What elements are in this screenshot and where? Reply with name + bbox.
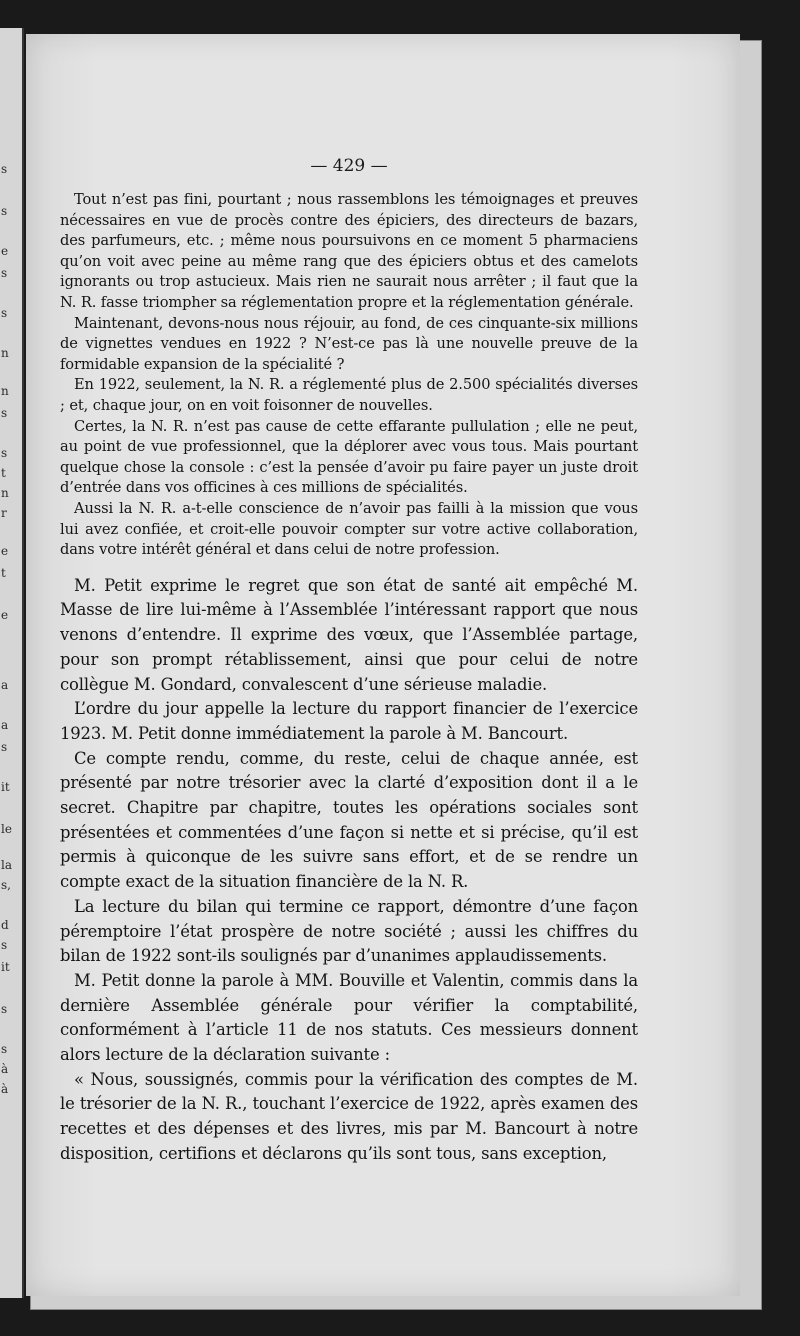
facing-page-edge: [0, 28, 24, 1298]
paragraph: La lecture du bilan qui termine ce rapport, démontre d’une façon péremptoire l’état prospère de notre société ; aussi les chiffres du bilan de 1922 sont-ils soulignés par d’unanimes applaudissements.: [60, 896, 638, 966]
margin-fragment: n: [1, 346, 9, 360]
margin-fragment: n: [1, 384, 9, 398]
margin-fragment: s: [1, 266, 8, 280]
margin-fragment: s: [1, 1042, 8, 1056]
margin-fragment: à: [1, 1062, 9, 1076]
margin-fragment: e: [1, 608, 9, 622]
page-text: [60, 156, 638, 1167]
margin-fragment: s,: [1, 878, 11, 892]
paragraph: Aussi la N. R. a-t-elle conscience de n’avoir pas failli à la mission que vous lui avez confiée, et croit-elle pouvoir compter sur votre active collaboration, dans votre intérêt général et dans celui de notre profession.: [60, 499, 638, 559]
margin-fragment: t: [1, 566, 6, 580]
margin-fragment: a: [1, 678, 9, 692]
margin-fragment: t: [1, 466, 6, 480]
meeting-minutes: [60, 574, 638, 1167]
paragraph: Maintenant, devons-nous nous réjouir, au fond, de ces cinquante-six millions de vignettes vendues en 1922 ? N’est-ce pas là une nouvelle preuve de la formidable expansion de la spécialité ?: [60, 314, 638, 373]
margin-fragment: it: [1, 960, 10, 974]
margin-fragment: s: [1, 446, 8, 460]
paragraph: Certes, la N. R. n’est pas cause de cette effarante pullulation ; elle ne peut, au point de vue professionnel, que la déplorer avec vous tous. Mais pourtant quelque chose la console : c’est la pensée d’avoir pu faire payer un juste droit d’entrée dans vos officines à ces millions de spécialités.: [60, 417, 638, 497]
paragraph: Ce compte rendu, comme, du reste, celui de chaque année, est présenté par notre trésorier avec la clarté d’exposition dont il a le secret. Chapitre par chapitre, toutes les opérations sociales sont présentées et commentées d’une façon si nette et si précise, qu’il est permis à quiconque de les suivre sans effort, et de se rendre un compte exact de la situation financière de la N. R.: [60, 748, 638, 892]
paragraph: « Nous, soussignés, commis pour la vérification des comptes de M. le trésorier de la N. R., touchant l’exercice de 1922, après examen des recettes et des dépenses et des livres, mis par M. Bancourt à notre disposition, certifions et déclarons qu’ils sont tous, sans exception,: [60, 1069, 638, 1163]
margin-fragment: e: [1, 244, 9, 258]
page-number: — 429 —: [310, 156, 388, 176]
paragraph: M. Petit exprime le regret que son état de santé ait empêché M. Masse de lire lui-même à l’Assemblée l’intéressant rapport que nous venons d’entendre. Il exprime des vœux, que l’Assemblée partage, pour son prompt rétablissement, ainsi que pour celui de notre collègue M. Gondard, convalescent d’une sérieuse maladie.: [60, 575, 638, 694]
paragraph: En 1922, seulement, la N. R. a réglementé plus de 2.500 spécialités diverses ; et, chaque jour, on en voit foisonner de nouvelles.: [60, 376, 638, 414]
paragraph: L’ordre du jour appelle la lecture du rapport financier de l’exercice 1923. M. Petit donne immédiatement la parole à M. Bancourt.: [60, 699, 638, 743]
margin-fragment: s: [1, 740, 8, 754]
paragraph: Tout n’est pas fini, pourtant ; nous rassemblons les témoignages et preuves nécessaires en vue de procès contre des épiciers, des directeurs de bazars, des parfumeurs, etc. ; même nous poursuivons en ce moment 5 pharmaciens qu’on voit avec peine au même rang que des épiciers obtus et des camelots ignorants ou trop astucieux. Mais rien ne saurait nous arrêter ; il faut que la N. R. fasse triompher sa réglementation propre et la réglementation générale.: [60, 191, 638, 311]
margin-fragment: s: [1, 306, 8, 320]
book-page: [26, 34, 740, 1296]
margin-fragment: s: [1, 1002, 8, 1016]
margin-fragment: la: [1, 858, 12, 872]
margin-fragment: n: [1, 486, 9, 500]
paragraph: M. Petit donne la parole à MM. Bouville et Valentin, commis dans la dernière Assemblée générale pour vérifier la comptabilité, conformément à l’article 11 de nos statuts. Ces messieurs donnent alors lecture de la déclaration suivante :: [60, 970, 638, 1065]
report-excerpt: [60, 190, 638, 561]
margin-fragment: a: [1, 718, 9, 732]
margin-fragment: it: [1, 780, 10, 794]
margin-fragment: e: [1, 544, 9, 558]
margin-fragment: à: [1, 1082, 9, 1096]
margin-fragment: s: [1, 938, 8, 952]
margin-fragment: r: [1, 506, 7, 520]
margin-fragment: s: [1, 204, 8, 218]
margin-fragment: s: [1, 162, 8, 176]
margin-fragment: s: [1, 406, 8, 420]
margin-fragment: d: [1, 918, 9, 932]
margin-fragment: le: [1, 822, 12, 836]
